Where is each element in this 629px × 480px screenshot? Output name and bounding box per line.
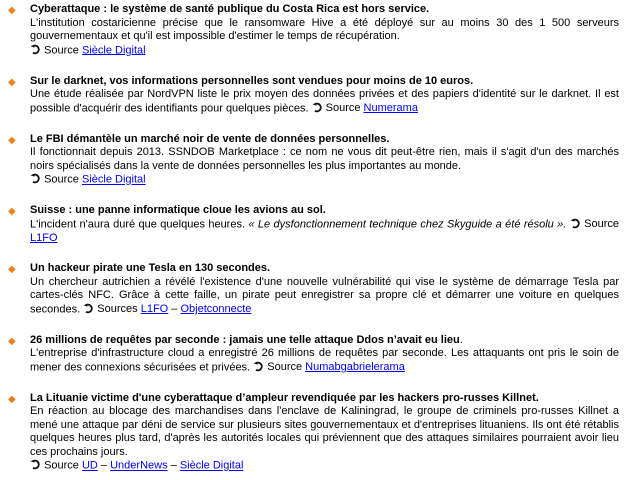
source-label: Source <box>325 102 361 114</box>
news-title-text: 26 millions de requêtes par seconde : jamais une telle attaque Ddos n’avait eu lieu <box>30 333 460 346</box>
diamond-bullet-icon: ◆ <box>8 393 16 405</box>
source-link-separator: – <box>97 459 111 472</box>
source-segment <box>312 102 418 114</box>
news-item-content <box>30 3 619 58</box>
source-link[interactable]: Objetconnecte <box>180 303 252 315</box>
news-body-text: Un chercheur autrichien a révélé l'existence d'une nouvelle vulnérabilité qui vise le système de démarrage Tesla par cartes-clés NFC. Grâce à cette faille, un pirate peut enregistrer sa propre clé et démarrer une voiture en quelques secondes. <box>30 275 619 315</box>
news-item <box>8 392 619 474</box>
source-arrow-icon <box>570 218 581 232</box>
news-item <box>8 133 619 188</box>
source-link-separator: – <box>168 303 181 315</box>
news-body <box>30 17 619 44</box>
news-item-content <box>30 75 619 116</box>
news-body <box>30 347 619 375</box>
diamond-bullet-icon: ◆ <box>8 206 16 217</box>
news-body-text: Il fonctionnait depuis 2013. SSNDOB Marketplace : ce nom ne vous dit peut-être rien, mais il s'agit d'un des marchés noirs spécialisés dans la vente de données personnelles les plus importantes au monde. <box>30 146 619 172</box>
source-link[interactable]: Numerama <box>363 102 418 114</box>
source-line <box>30 459 619 473</box>
news-item-content <box>30 334 619 375</box>
source-link[interactable]: UD <box>81 459 98 472</box>
news-title-text: Cyberattaque : le système de santé publique du Costa Rica est hors service. <box>30 3 430 15</box>
news-item-content <box>30 204 619 245</box>
news-item <box>8 3 619 58</box>
source-link[interactable]: L1FO <box>140 303 169 315</box>
source-arrow-icon <box>30 459 41 473</box>
news-title <box>30 204 619 218</box>
source-label: Source <box>267 361 303 373</box>
news-item <box>8 204 619 245</box>
source-segment <box>253 361 405 373</box>
source-link-separator: – <box>167 459 180 472</box>
news-item-content <box>30 262 619 317</box>
news-title <box>30 3 619 17</box>
news-quote: « Le dysfonctionnement technique chez Skyguide a été résolu ». <box>248 218 567 230</box>
news-body-text: Une étude réalisée par NordVPN liste le prix moyen des données privées et des papiers d'identité sur le darknet. Il est possible d'acquérir des identifiants pour quelques pièces. <box>30 88 619 114</box>
source-link[interactable]: UnderNews <box>110 459 168 472</box>
news-title <box>30 262 619 276</box>
source-line <box>30 44 619 58</box>
news-title-suffix: . <box>459 333 463 346</box>
news-title-text: Le FBI démantèle un marché noir de vente de données personnelles. <box>30 132 390 145</box>
news-item <box>8 334 619 375</box>
source-arrow-icon <box>312 102 323 116</box>
source-label: Sources <box>97 303 138 315</box>
news-title-text: Un hackeur pirate une Tesla en 130 secondes. <box>30 262 271 274</box>
news-title <box>30 75 619 89</box>
news-title-text: Sur le darknet, vos informations personnelles sont vendues pour moins de 10 euros. <box>30 74 474 87</box>
news-item-content <box>30 133 619 188</box>
source-arrow-icon <box>253 361 264 375</box>
source-label: Source <box>44 459 79 472</box>
news-title <box>30 334 619 348</box>
news-body-text: L'incident n'aura duré que quelques heures. <box>30 218 246 230</box>
news-body <box>30 218 619 246</box>
source-label: Source <box>44 44 79 56</box>
source-link[interactable]: Siècle Digital <box>81 44 146 56</box>
news-item <box>8 262 619 317</box>
news-body-text: L'institution costaricienne précise que le ransomware Hive a été déployé sur au moins 30 des 1 500 serveurs gouvernementaux et qu'il est impossible d'estimer le temps de récupération. <box>30 16 619 42</box>
source-line <box>30 173 619 187</box>
news-body <box>30 405 619 459</box>
news-title <box>30 133 619 147</box>
news-title-text: Suisse : une panne informatique cloue les avions au sol. <box>30 204 326 216</box>
news-body-text: En réaction au blocage des marchandises dans l'enclave de Kaliningrad, le groupe de criminels pro-russes Killnet a mené une attaque par déni de service sur plusieurs sites gouvernementaux et d'entreprises lituaniens. Ils ont été rétablis quelques heures plus tard, d'après les autorités locales qui préviennent que des attaques similaires pourraient avoir lieu ces prochains jours. <box>30 405 619 458</box>
diamond-bullet-icon: ◆ <box>8 76 16 88</box>
news-body <box>30 146 619 173</box>
source-arrow-icon <box>30 44 41 58</box>
diamond-bullet-icon: ◆ <box>8 264 16 275</box>
news-title <box>30 392 619 406</box>
news-item-content <box>30 392 619 474</box>
news-list <box>8 3 619 473</box>
diamond-bullet-icon: ◆ <box>8 5 16 16</box>
diamond-bullet-icon: ◆ <box>8 134 16 146</box>
source-segment <box>83 303 251 315</box>
source-link[interactable]: L1FO <box>30 231 58 244</box>
news-body <box>30 276 619 317</box>
source-label: Source <box>44 173 79 186</box>
source-arrow-icon <box>30 173 41 187</box>
news-title-text: La Lituanie victime d'une cyberattaque d’ampleur revendiquée par les hackers pro-russes Killnet. <box>30 391 539 404</box>
news-body-text: L'entreprise d'infrastructure cloud a enregistré 26 millions de requêtes par seconde. Les attaquants ont pris le soin de mener des connexions sécurisées et privées. <box>30 347 619 373</box>
source-link[interactable]: Siècle Digital <box>81 173 146 186</box>
source-arrow-icon <box>83 303 94 317</box>
source-label: Source <box>584 218 619 230</box>
news-item <box>8 75 619 116</box>
source-link[interactable]: Siècle Digital <box>179 459 244 472</box>
news-body <box>30 88 619 116</box>
source-link[interactable]: Numabgabrielerama <box>305 361 405 373</box>
diamond-bullet-icon: ◆ <box>8 335 16 347</box>
